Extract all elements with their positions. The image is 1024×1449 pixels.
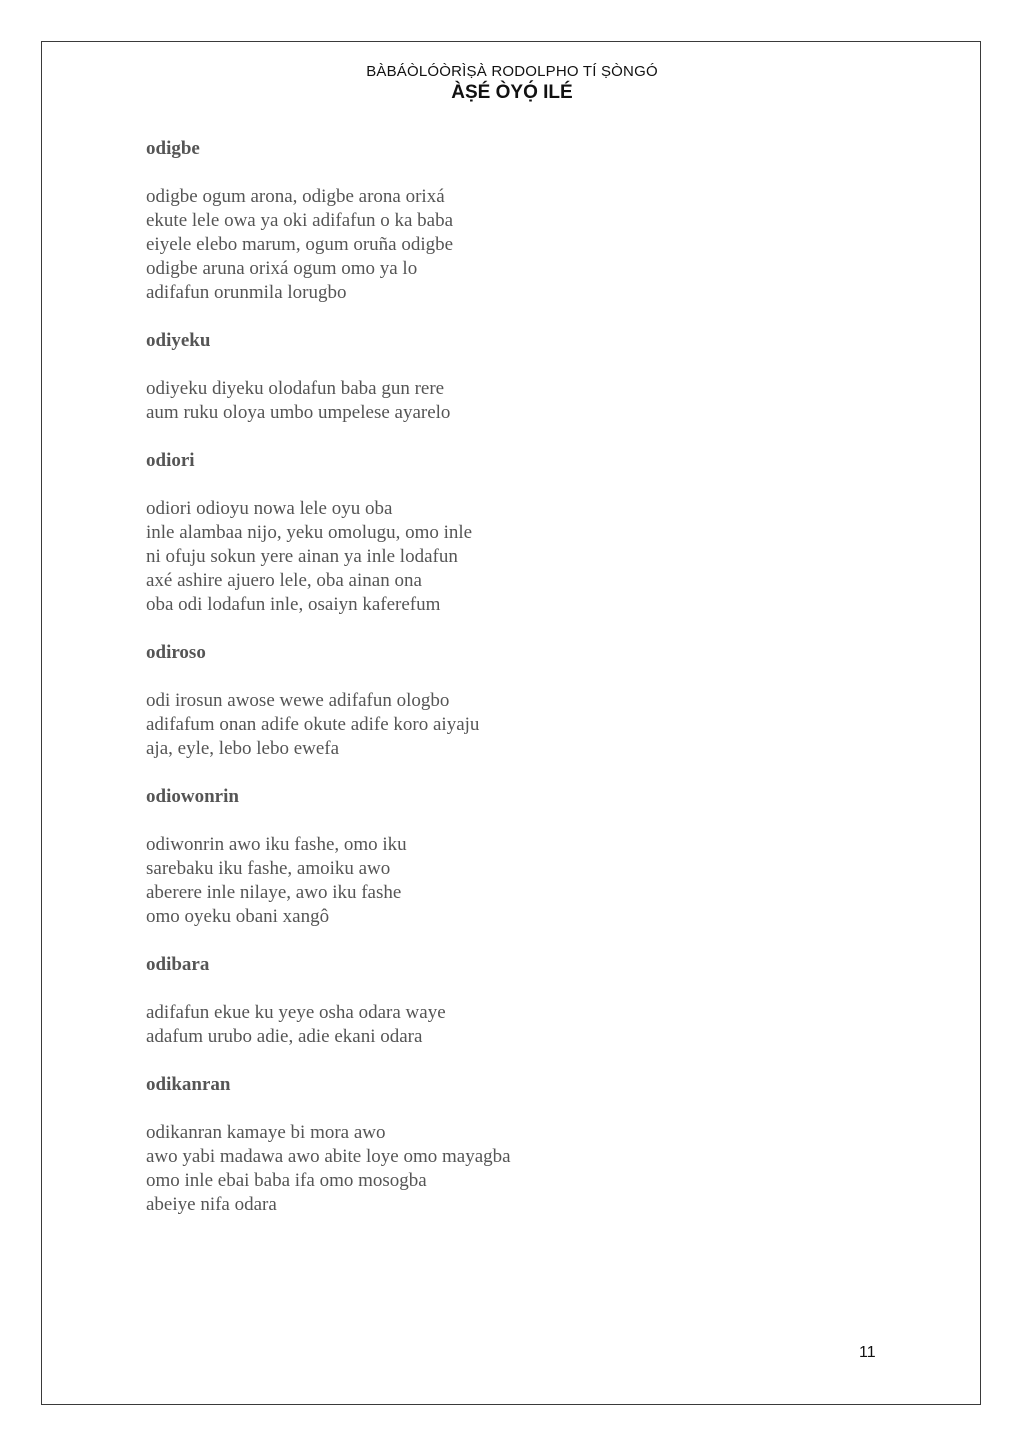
verse-line: odiori odioyu nowa lele oyu oba xyxy=(146,498,393,519)
verse-line: eiyele elebo marum, ogum oruña odigbe xyxy=(146,234,454,255)
verse-line: adifafun orunmila lorugbo xyxy=(146,282,347,303)
verse-line: odi irosun awose wewe adifafun ologbo xyxy=(146,690,450,711)
verse-line: odiyeku diyeku olodafun baba gun rere xyxy=(146,378,445,399)
section-title: odigbe xyxy=(146,138,200,159)
section-odigbe xyxy=(146,137,846,305)
section-odiroso xyxy=(146,641,846,761)
verse-line: sarebaku iku fashe, amoiku awo xyxy=(146,858,391,879)
section-title: odikanran xyxy=(146,1074,231,1095)
verse-line: odigbe ogum arona, odigbe arona orixá xyxy=(146,186,445,207)
verse-line: aja, eyle, lebo lebo ewefa xyxy=(146,738,340,759)
verse-line: odikanran kamaye bi mora awo xyxy=(146,1122,386,1143)
verse-line: aberere inle nilaye, awo iku fashe xyxy=(146,882,402,903)
verse-line: odiwonrin awo iku fashe, omo iku xyxy=(146,834,407,855)
verse-line: adifafun ekue ku yeye osha odara waye xyxy=(146,1002,446,1023)
verse-line: ekute lele owa ya oki adifafun o ka baba xyxy=(146,210,454,231)
section-odikanran xyxy=(146,1073,846,1217)
page-header xyxy=(0,63,1024,104)
header-author: BÀBÁÒLÓÒRÌṢÀ RODOLPHO TÍ ṢÒNGÓ xyxy=(366,63,658,80)
header-title: ÀṢÉ ÒYỌ́ ILÉ xyxy=(451,82,573,103)
section-title: odiori xyxy=(146,450,195,471)
verse-line: omo oyeku obani xangô xyxy=(146,906,330,927)
verse-line: inle alambaa nijo, yeku omolugu, omo inle xyxy=(146,522,473,543)
section-title: odiowonrin xyxy=(146,786,239,807)
verse-line: oba odi lodafun inle, osaiyn kaferefum xyxy=(146,594,441,615)
section-odiowonrin xyxy=(146,785,846,929)
verse-line: adifafum onan adife okute adife koro aiyaju xyxy=(146,714,480,735)
verse-line: adafum urubo adie, adie ekani odara xyxy=(146,1026,423,1047)
verse-line: ni ofuju sokun yere ainan ya inle lodafun xyxy=(146,546,458,567)
section-odibara xyxy=(146,953,846,1049)
verse-line: abeiye nifa odara xyxy=(146,1194,277,1215)
section-title: odibara xyxy=(146,954,210,975)
document-body xyxy=(146,137,846,1241)
section-title: odiyeku xyxy=(146,330,211,351)
verse-line: axé ashire ajuero lele, oba ainan ona xyxy=(146,570,422,591)
section-odiori xyxy=(146,449,846,617)
section-title: odiroso xyxy=(146,642,206,663)
page-number: 11 xyxy=(859,1344,876,1361)
section-odiyeku xyxy=(146,329,846,425)
verse-line: omo inle ebai baba ifa omo mosogba xyxy=(146,1170,427,1191)
verse-line: awo yabi madawa awo abite loye omo mayagba xyxy=(146,1146,511,1167)
verse-line: odigbe aruna orixá ogum omo ya lo xyxy=(146,258,418,279)
verse-line: aum ruku oloya umbo umpelese ayarelo xyxy=(146,402,451,423)
